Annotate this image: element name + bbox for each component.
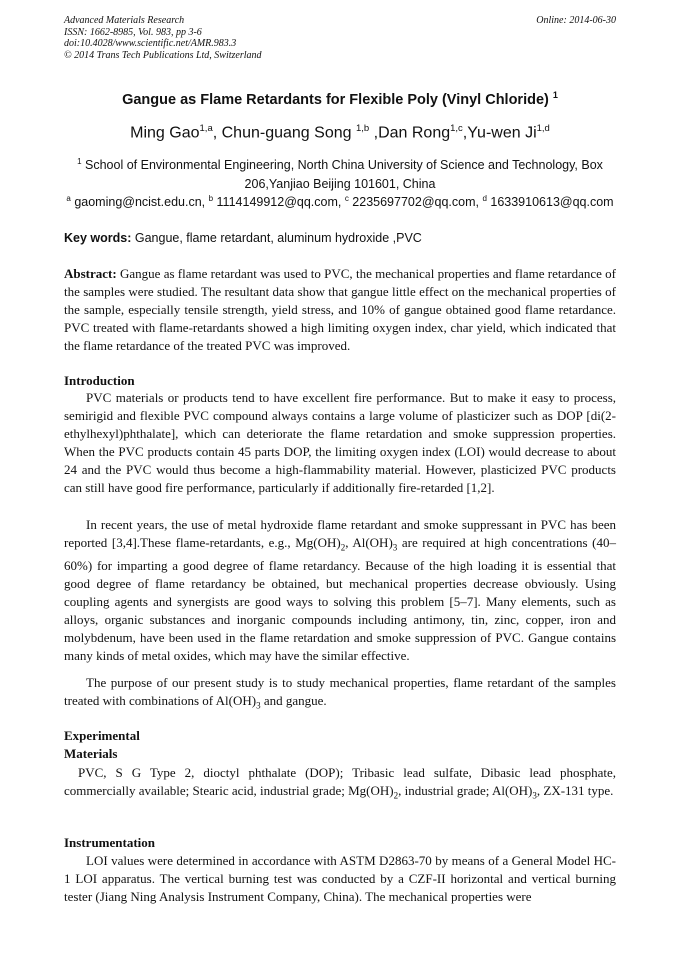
email-address: 1633910613@qq.com (486, 195, 614, 210)
online-date: Online: 2014-06-30 (536, 15, 616, 26)
author-name: Ming Gao (130, 124, 200, 142)
introduction-paragraph-1: PVC materials or products tend to have excellent fire performance. But to make it easy to process, semirigid and flexible PVC compound always contains a large volume of plasticizer such as DOP [di(2-ethylhexyl)phthalate], which can deteriorate the flame retardation and smoke suppression properties. When the PVC products contain 45 parts DOP, the limiting oxygen index (LOI) would decrease to about 24 and the PVC would thus become a high-flammability material. However, plasticized PVC products can still have good fire performance, particularly if additionally fire-retarded [1,2]. (64, 390, 616, 495)
copyright-line: © 2014 Trans Tech Publications Ltd, Switzerland (64, 49, 262, 61)
keywords-label: Key words: (64, 231, 132, 245)
instrumentation-heading: Instrumentation (64, 835, 156, 850)
introduction-heading: Introduction (64, 373, 135, 388)
email-mark: b (208, 194, 214, 203)
issn-line: ISSN: 1662-8985, Vol. 983, pp 3-6 (64, 26, 202, 38)
affiliation (64, 152, 616, 194)
author-separator: , (462, 124, 468, 142)
email-list (64, 194, 616, 209)
email-mark: d (482, 194, 487, 203)
author-affil-mark: 1,c (450, 123, 463, 134)
materials-heading: Materials (64, 746, 118, 761)
instrumentation-paragraph: LOI values were determined in accordance with ASTM D2863-70 by means of a General Model HC-1 LOI apparatus. The vertical burning test was conducted by a CZF-II horizontal and vertical burning tester (Jiang Ning Analysis Instrument Company, China). The mechanical properties were (64, 853, 616, 904)
introduction-paragraph-2: In recent years, the use of metal hydroxide flame retardant and smoke suppressant in PVC has been reported [3,4].These flame-retardants, e.g., $Mg(OH)_2$, $Al(OH)_3$ are required at high concentrations (40–60%) for imparting a good degree of flame retardancy. Because of the high loading it is essential that good degree of flame retardancy be obtained, but mechanical properties decrease obviously. Using coupling agents and synergists are good ways to solving this problem [5–7]. Many elements, such as alloys, organic substances and inorganic compounds including antimony, tin, zinc, copper, iron and molybdenum, have been used in the flame retardation and smoke suppression of PVC. Gangue contains many kinds of metal oxides, which may have the similar effective. (64, 517, 617, 663)
author-affil-mark: 1,d (536, 123, 550, 134)
materials-paragraph: PVC, S G Type 2, dioctyl phthalate (DOP); Tribasic lead sulfate, Dibasic lead phosphate, commercially available; Stearic acid, industrial grade; $Mg(OH)_2$, industrial grade; $Al(OH)_3$, ZX-131 type. (64, 765, 616, 801)
email-address: 2235697702@qq.com, (348, 195, 483, 210)
affiliation-line-2: 206,Yanjiao Beijing 101601, China (244, 177, 436, 192)
email-mark: c (344, 194, 349, 203)
email-address: gaoming@ncist.edu.cn, (70, 195, 209, 210)
doi-line: doi:10.4028/www.scientific.net/AMR.983.3 (64, 38, 237, 49)
author-separator: , (369, 124, 379, 142)
experimental-heading: Experimental (64, 728, 140, 743)
author-list (64, 123, 616, 142)
affiliation-mark: 1 (77, 157, 82, 166)
keywords-text: Gangue, flame retardant, aluminum hydroxide ,PVC (131, 231, 422, 245)
author-name: Yu-wen Ji (467, 124, 537, 142)
author-name: Chun-guang Song (221, 124, 356, 142)
journal-name: Advanced Materials Research (64, 15, 185, 26)
introduction-paragraph-3: The purpose of our present study is to study mechanical properties, flame retardant of the samples treated with combinations of $Al(OH)_3$ and gangue. (64, 675, 616, 711)
author-separator: , (212, 124, 222, 142)
author-affil-mark: 1,a (199, 123, 213, 134)
author-affil-mark: 1,b (355, 123, 370, 134)
abstract-label: Abstract: (64, 266, 117, 281)
journal-header (64, 15, 616, 61)
paper-title (64, 90, 616, 108)
title-footnote-mark: 1 (552, 90, 558, 100)
keywords (64, 231, 616, 245)
abstract (64, 265, 616, 355)
email-mark: a (66, 194, 71, 203)
email-address: 1114149912@qq.com, (213, 195, 345, 210)
affiliation-line-1: $^1$ School of Environmental Engineering, North China University of Science and Technology, Box (77, 157, 603, 173)
author-name: Dan Rong (378, 124, 451, 142)
title-text: Gangue as Flame Retardants for Flexible Poly (Vinyl Chloride) (122, 91, 549, 108)
abstract-text: Gangue as flame retardant was used to PVC, the mechanical properties and flame retardance of the samples were studied. The resultant data show that gangue little effect on the mechanical properties of the sample, especially tensile strength, yield stress, and 10% of gangue obtained good flame retardance. PVC treated with flame-retardants showed a high limiting oxygen index, char yield, which indicated that the flame retardance of the treated PVC was improved. (64, 266, 616, 353)
